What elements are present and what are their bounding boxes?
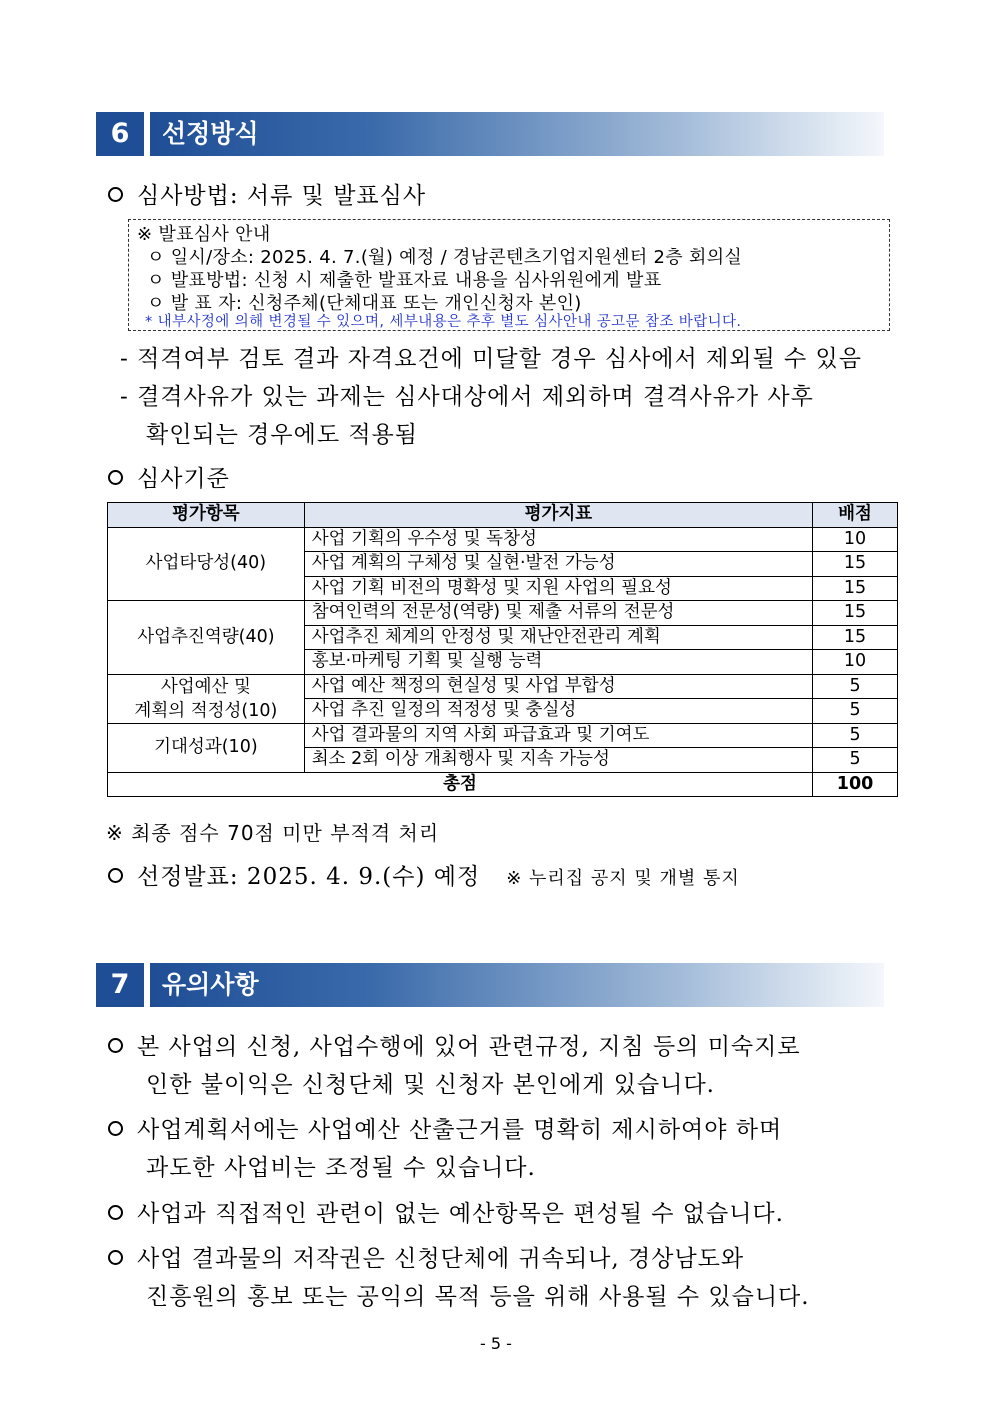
caution-text: 사업과 직접적인 관련이 없는 예산항목은 편성될 수 없습니다. [137, 1201, 784, 1227]
notice-line: ㅇ 발 표 자: 신청주체(단체대표 또는 개인신청자 본인) [147, 293, 582, 314]
score-cell: 15 [813, 576, 898, 601]
caution-item [108, 1240, 744, 1273]
header-score: 배점 [813, 503, 898, 528]
notice-title: ※ 발표심사 안내 [137, 224, 271, 245]
score-cell: 5 [813, 748, 898, 773]
table-total-row [108, 772, 898, 797]
caution-text: 사업 결과물의 저작권은 신청단체에 귀속되나, 경상남도와 [137, 1246, 745, 1272]
table-row [108, 723, 898, 748]
indicator-cell: 최소 2회 이상 개최행사 및 지속 가능성 [304, 748, 812, 773]
header-category: 평가항목 [108, 503, 305, 528]
indicator-cell: 사업추진 체계의 안정성 및 재난안전관리 계획 [304, 625, 812, 650]
section-title: 선정방식 [162, 119, 259, 148]
section-7-header [96, 963, 884, 1007]
caution-item [108, 1028, 801, 1061]
caution-text: 사업계획서에는 사업예산 산출근거를 명확히 제시하여야 하며 [137, 1117, 783, 1143]
indicator-cell: 사업 예산 책정의 현실성 및 사업 부합성 [304, 674, 812, 699]
review-method-text: 심사방법: 서류 및 발표심사 [137, 183, 427, 209]
caution-continuation: 인한 불이익은 신청단체 및 신청자 본인에게 있습니다. [146, 1072, 715, 1098]
section-number: 7 [96, 963, 144, 1007]
caution-continuation: 과도한 사업비는 조정될 수 있습니다. [146, 1155, 536, 1181]
indicator-cell: 사업 추진 일정의 적정성 및 충실성 [304, 699, 812, 724]
indicator-cell: 사업 결과물의 지역 사회 파급효과 및 기여도 [304, 723, 812, 748]
circle-bullet-icon [108, 470, 123, 485]
score-cell: 15 [813, 625, 898, 650]
section-6-header [96, 112, 884, 156]
total-label: 총점 [108, 772, 813, 797]
caution-item [108, 1195, 784, 1228]
circle-bullet-icon [108, 1121, 123, 1136]
indicator-cell: 홍보·마케팅 기획 및 실행 능력 [304, 650, 812, 675]
dash-item: - 적격여부 검토 결과 자격요건에 미달할 경우 심사에서 제외될 수 있음 [120, 346, 862, 372]
review-method-item [108, 177, 426, 210]
min-score-note: ※ 최종 점수 70점 미만 부적격 처리 [106, 821, 440, 845]
circle-bullet-icon [108, 187, 123, 202]
table-header-row [108, 503, 898, 528]
score-cell: 15 [813, 601, 898, 626]
dash-item-continuation: 확인되는 경우에도 적용됨 [146, 422, 419, 448]
score-cell: 5 [813, 699, 898, 724]
caution-continuation: 진흥원의 홍보 또는 공익의 목적 등을 위해 사용될 수 있습니다. [146, 1284, 810, 1310]
score-cell: 10 [813, 527, 898, 552]
section-number: 6 [96, 112, 144, 156]
criteria-title: 심사기준 [137, 466, 230, 492]
score-cell: 5 [813, 723, 898, 748]
category-cell: 사업타당성(40) [108, 527, 305, 601]
indicator-cell: 사업 기획의 우수성 및 독창성 [304, 527, 812, 552]
score-cell: 15 [813, 552, 898, 577]
announcement-note: ※ 누리집 공지 및 개별 통지 [506, 868, 740, 889]
table-row [108, 674, 898, 699]
dash-item: - 결격사유가 있는 과제는 심사대상에서 제외하며 결격사유가 사후 [120, 384, 814, 410]
circle-bullet-icon [108, 1205, 123, 1220]
announcement-text: 선정발표: 2025. 4. 9.(수) 예정 [137, 864, 481, 890]
header-indicator: 평가지표 [304, 503, 812, 528]
category-cell: 사업추진역량(40) [108, 601, 305, 675]
indicator-cell: 참여인력의 전문성(역량) 및 제출 서류의 전문성 [304, 601, 812, 626]
circle-bullet-icon [108, 1038, 123, 1053]
caution-text: 본 사업의 신청, 사업수행에 있어 관련규정, 지침 등의 미숙지로 [137, 1034, 801, 1060]
table-row [108, 527, 898, 552]
criteria-item [108, 460, 230, 493]
presentation-notice-box [128, 219, 890, 331]
section-title-bar [150, 963, 884, 1007]
page-number: - 5 - [480, 1334, 512, 1353]
category-cell: 기대성과(10) [108, 723, 305, 772]
evaluation-criteria-table [107, 502, 898, 797]
indicator-cell: 사업 계획의 구체성 및 실현·발전 가능성 [304, 552, 812, 577]
category-line: 사업예산 및 [160, 676, 251, 697]
notice-line: ㅇ 발표방법: 신청 시 제출한 발표자료 내용을 심사위원에게 발표 [147, 270, 662, 291]
section-title-bar [150, 112, 884, 156]
score-cell: 10 [813, 650, 898, 675]
table-row [108, 601, 898, 626]
total-score: 100 [813, 772, 898, 797]
score-cell: 5 [813, 674, 898, 699]
caution-item [108, 1111, 782, 1144]
notice-line: ㅇ 일시/장소: 2025. 4. 7.(월) 예정 / 경남콘텐츠기업지원센터 2층 회의실 [147, 247, 743, 268]
notice-footnote: * 내부사정에 의해 변경될 수 있으며, 세부내용은 추후 별도 심사안내 공고문 참조 바랍니다. [145, 314, 742, 330]
indicator-cell: 사업 기획 비전의 명확성 및 지원 사업의 필요성 [304, 576, 812, 601]
category-line: 계획의 적정성(10) [134, 700, 278, 721]
category-cell [108, 674, 305, 723]
circle-bullet-icon [108, 868, 123, 883]
section-title: 유의사항 [162, 970, 259, 999]
circle-bullet-icon [108, 1250, 123, 1265]
announcement-item [108, 858, 740, 891]
